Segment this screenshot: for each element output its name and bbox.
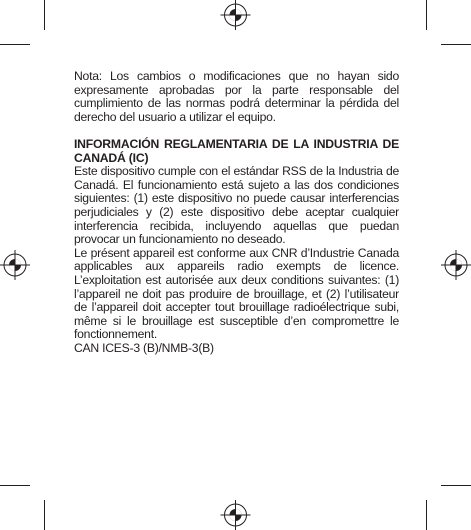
nota-paragraph: Nota: Los cambios o modificaciones que no hayan sido expresamente aprobadas por la parte responsable del cumplimiento de las normas podrá determinar la pérdida del derecho del usuario a utilizar el equipo.: [74, 69, 399, 124]
french-paragraph: Le présent appareil est conforme aux CNR d’Industrie Canada applicables aux appareils radio exempts de licence. L’exploitation est autorisée aux deux conditions suivantes: (1) l’appareil ne doit pas produire de brouillage, et (2) l’utilisateur de l’appareil doit accepter tout brouillage radioélectrique subi, même si le brouillage est susceptible d’en compromettre le fonctionnement.: [74, 245, 399, 342]
compliance-line: CAN ICES-3 (B)/NMB-3(B): [74, 340, 214, 355]
section-heading: INFORMACIÓN REGLAMENTARIA DE LA INDUSTRIA DE CANADÁ (IC): [74, 136, 399, 165]
registration-mark-icon: [221, 0, 251, 30]
spanish-paragraph: Este dispositivo cumple con el estándar RSS de la Industria de Canadá. El funcionamiento está sujeto a las dos condiciones siguientes: (1) este dispositivo no puede causar interferencias perjudiciales y (2) este dispositivo debe aceptar cualquier interferencia recibida, incluyendo aquellas que puedan provocar un funcionamiento no deseado.: [74, 164, 399, 247]
registration-mark-icon: [441, 250, 471, 280]
registration-mark-icon: [221, 500, 251, 530]
registration-mark-icon: [0, 250, 30, 280]
document-body: [74, 70, 399, 355]
